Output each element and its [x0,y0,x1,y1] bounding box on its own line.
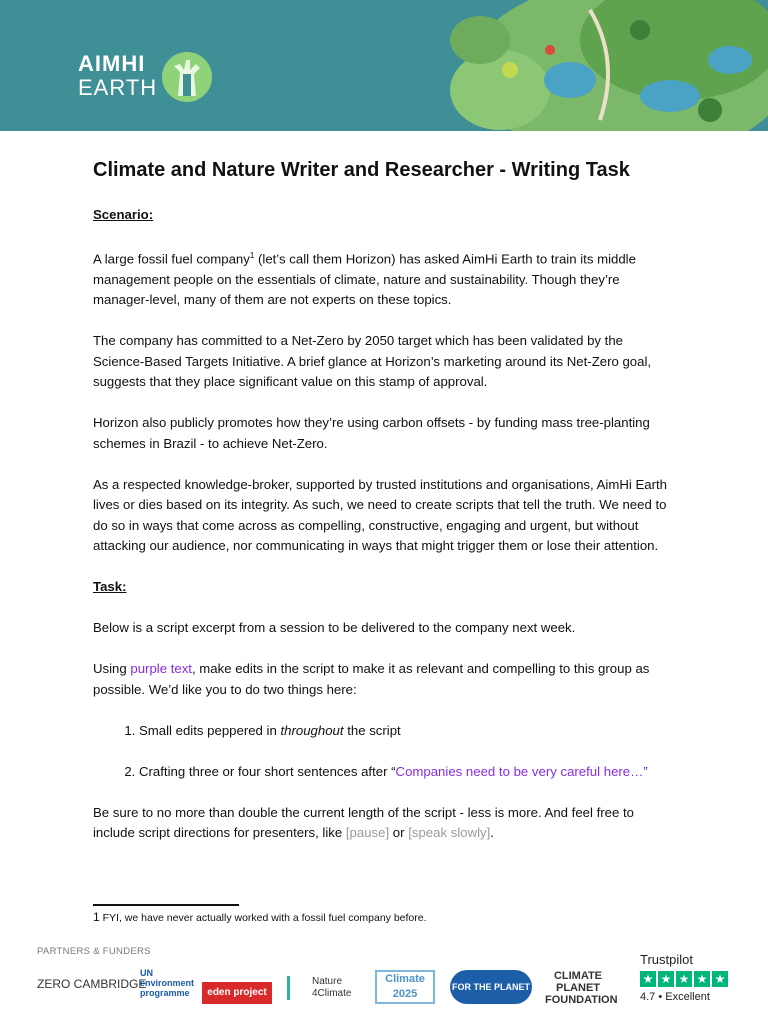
li2-text-a: Crafting three or four short sentences after “ [139,763,396,779]
p1-text-a: A large fossil fuel company [93,251,250,267]
header-banner [0,0,768,131]
for-the-planet-logo[interactable]: FOR THE PLANET [450,970,532,1004]
eden-project-logo[interactable]: eden project [202,982,272,1004]
star-icon: ★ [712,971,728,987]
scenario-paragraph-3: Horizon also publicly promotes how they’re using carbon offsets - by funding mass tree-planting schemes in Brazil - to achieve Net-Zero. [93,415,650,451]
li1-emphasis: throughout [280,722,344,738]
un-environment-logo[interactable]: UN environment programme [140,968,195,998]
climate-planet-foundation-logo[interactable]: CLIMATE PLANET FOUNDATION [545,970,618,1006]
p7-end: . [490,825,494,841]
task-paragraph-3 [93,803,673,844]
li2-purple-text: Companies need to be very careful here…” [395,763,648,779]
task-paragraph-1: Below is a script excerpt from a session to be delivered to the company next week. [93,620,576,636]
trustpilot-stars [640,971,740,987]
landscape-illustration [440,0,768,131]
trustpilot-name: Trustpilot [640,952,693,967]
star-icon: ★ [640,971,656,987]
footnote [93,910,427,925]
partners-label: PARTNERS & FUNDERS [37,946,151,957]
scenario-paragraph-1 [93,246,673,311]
p1-text-b: (let’s call them Horizon) has asked AimHi Earth to train its middle management people on the essentials of climate, nature and sustainability. Though they’re manager-level, many of them are not experts on these topics. [93,251,636,308]
brand-name-line2: EARTH [78,75,158,100]
star-icon: ★ [694,971,710,987]
footnote-number: 1 [93,910,100,924]
footnote-text: FYI, we have never actually worked with a fossil fuel company before. [99,912,427,924]
climate-2025-logo[interactable]: Climate 2025 [375,970,435,1004]
p7-or: or [389,825,409,841]
purple-text-example: purple text [130,661,192,677]
brand-logo[interactable] [78,52,157,100]
p6-text-a: Using [93,661,131,677]
footnote-ref[interactable]: 1 [249,251,255,260]
task-list-item-2 [139,762,673,783]
direction-speak-slowly: [speak slowly] [408,825,491,841]
star-icon: ★ [676,971,692,987]
zero-cambridge-logo[interactable]: ZERO CAMBRIDGE [37,977,147,991]
nature4climate-logo[interactable]: Nature 4Climate [287,976,361,1000]
trustpilot-widget[interactable] [640,952,740,1003]
trustpilot-rating: 4.7 • Excellent [640,991,710,1003]
document-title: Climate and Nature Writer and Researcher - Writing Task [93,159,630,181]
brand-name-line1: AIMHI [78,51,146,76]
li1-text-a: Small edits peppered in [139,722,281,738]
p7-text-a: Be sure to no more than double the current length of the script - less is more. And feel free to include script directions for presenters, like [93,804,634,841]
document-body [93,157,673,844]
footnote-rule [93,904,239,906]
scenario-paragraph-2: The company has committed to a Net-Zero by 2050 target which has been validated by the Science-Based Targets Initiative. A brief glance at Horizon’s marketing around its Net-Zero goal, suggests that they place significant value on this stamp of approval. [93,333,652,390]
li1-text-b: the script [343,722,401,738]
task-paragraph-2 [93,659,673,700]
task-heading: Task: [93,579,127,595]
task-list [93,721,673,783]
star-icon: ★ [658,971,674,987]
partner-logos [37,968,737,1008]
scenario-heading: Scenario: [93,207,154,222]
p6-text-b: , make edits in the script to make it as relevant and compelling to this group as possible. We’d like you to do two things here: [93,661,650,697]
tree-logo-icon [162,52,212,102]
scenario-paragraph-4: As a respected knowledge-broker, supported by trusted institutions and organisations, AimHi Earth lives or dies based on its integrity. As such, we need to create scripts that tell the truth. We need to do so in ways that come across as compelling, constructive, engaging and urgent, but without attacking our audience, nor communicating in ways that might trigger them or lose their attention. [93,476,667,554]
task-list-item-1 [139,721,673,742]
direction-pause: [pause] [345,825,390,841]
